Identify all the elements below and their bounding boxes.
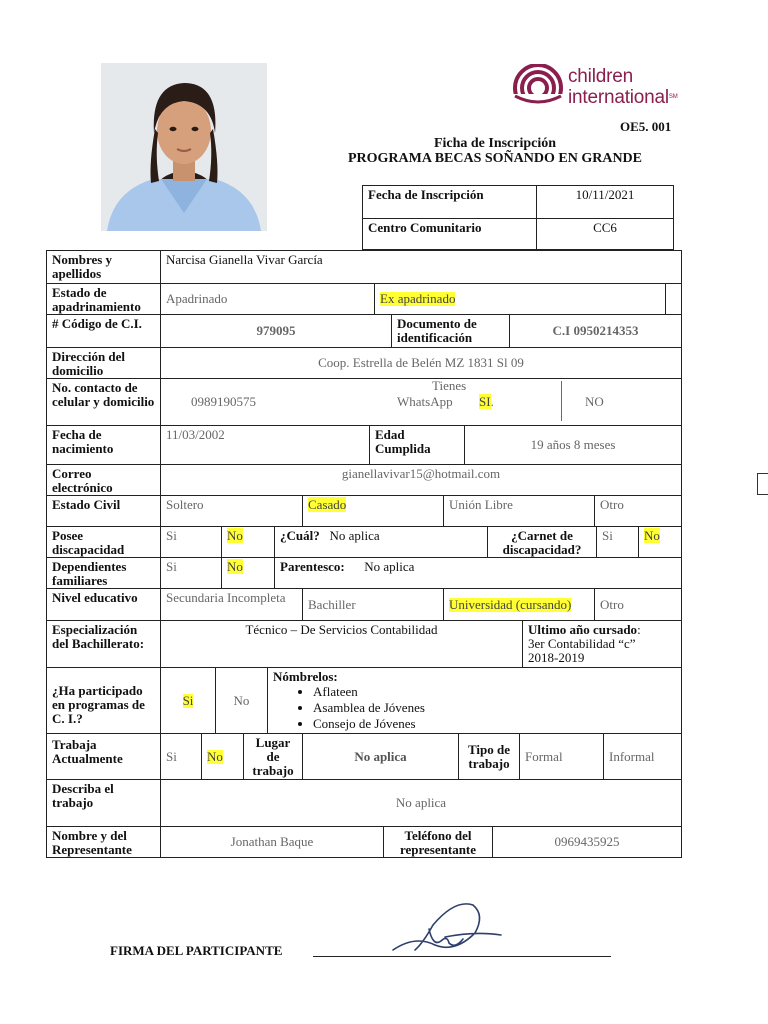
direccion-label: Dirección del domicilio <box>46 347 161 379</box>
secundaria-option: Secundaria Incompleta <box>160 588 303 621</box>
especializacion-label: Especialización del Bachillerato: <box>46 620 161 668</box>
centro-comunitario-value: CC6 <box>536 218 674 250</box>
form-title: Ficha de Inscripción <box>433 136 557 151</box>
describa-label: Describa el trabajo <box>46 779 161 827</box>
discapacidad-cual-cell <box>274 526 488 558</box>
logo-line-2: international℠ <box>568 87 678 108</box>
children-international-logo <box>512 64 702 116</box>
programas-no-option: No <box>215 667 268 734</box>
correo-value: gianellavivar15@hotmail.com <box>160 464 682 496</box>
carnet-no-option: No <box>638 526 682 558</box>
form-code: OE5. 001 <box>620 119 672 134</box>
programas-list-cell <box>267 667 682 734</box>
list-item: • Consejo de Jóvenes <box>313 716 676 732</box>
informal-option: Informal <box>603 733 682 780</box>
telefono-representante-value: 0969435925 <box>492 826 682 858</box>
representante-value: Jonathan Baque <box>160 826 384 858</box>
whatsapp-divider <box>561 381 562 421</box>
especializacion-value: Técnico – De Servicios Contabilidad <box>160 620 523 668</box>
nombres-value: Narcisa Gianella Vivar García <box>160 250 682 284</box>
whatsapp-no-option: NO <box>585 394 604 409</box>
universidad-option: Universidad (cursando) <box>443 588 595 621</box>
representante-label: Nombre y del Representante <box>46 826 161 858</box>
ultimo-anio-period: 2018-2019 <box>528 650 585 665</box>
form-subtitle: PROGRAMA BECAS SOÑANDO EN GRANDE <box>347 151 643 166</box>
civil-otro-option: Otro <box>594 495 682 527</box>
ultimo-anio-label-line: Ultimo año cursado: <box>528 622 641 637</box>
fecha-inscripcion-label: Fecha de Inscripción <box>362 185 537 219</box>
contacto-cell <box>160 378 682 426</box>
trabaja-si-option: Si <box>160 733 202 780</box>
logo-mark-icon <box>512 64 564 114</box>
discapacidad-si-option: Si <box>160 526 222 558</box>
cual-label: ¿Cuál? <box>280 528 320 543</box>
contacto-value: 0989190575 <box>191 394 256 409</box>
codigo-ci-label: # Código de C.I. <box>46 314 161 348</box>
educativo-otro-option: Otro <box>594 588 682 621</box>
programas-si-option: Si <box>160 667 216 734</box>
formal-option: Formal <box>519 733 604 780</box>
tipo-trabajo-label: Tipo de trabajo <box>458 733 520 780</box>
signature-mark <box>385 895 505 960</box>
apadrinamiento-label: Estado de apadrinamiento <box>46 283 161 315</box>
dependientes-no-option: No <box>221 557 275 589</box>
carnet-label: ¿Carnet de discapacidad? <box>487 526 597 558</box>
firma-label: FIRMA DEL PARTICIPANTE <box>110 943 283 958</box>
ultimo-anio-cell <box>522 620 682 668</box>
trabaja-no-option: No <box>201 733 244 780</box>
nivel-educativo-label: Nivel educativo <box>46 588 161 621</box>
lugar-trabajo-label: Lugar de trabajo <box>243 733 303 780</box>
programas-list <box>273 684 676 732</box>
soltero-option: Soltero <box>160 495 303 527</box>
apadrinamiento-extra-cell <box>665 283 682 315</box>
discapacidad-no-option: No <box>221 526 275 558</box>
bachiller-option: Bachiller <box>302 588 444 621</box>
whatsapp-si-option: SI. <box>479 394 494 409</box>
documento-value: C.I 0950214353 <box>509 314 682 348</box>
dependientes-si-option: Si <box>160 557 222 589</box>
discapacidad-label: Posee discapacidad <box>46 526 161 558</box>
cual-value: No aplica <box>329 528 380 543</box>
direccion-value: Coop. Estrella de Belén MZ 1831 Sl 09 <box>160 347 682 379</box>
parentesco-cell <box>274 557 682 589</box>
carnet-si-option: Si <box>596 526 639 558</box>
edad-value: 19 años 8 meses <box>464 425 682 465</box>
nacimiento-value: 11/03/2002 <box>160 425 370 465</box>
programas-label: ¿Ha participado en programas de C. I.? <box>46 667 161 734</box>
logo-line-1: children <box>568 66 633 87</box>
whatsapp-question-line1: Tienes <box>432 378 467 393</box>
apadrinado-option: Apadrinado <box>160 283 375 315</box>
correo-label: Correo electrónico <box>46 464 161 496</box>
codigo-ci-value: 979095 <box>160 314 392 348</box>
whatsapp-question-line2: WhatsApp <box>397 394 453 409</box>
page-edge-mark <box>757 473 768 495</box>
trabaja-label: Trabaja Actualmente <box>46 733 161 780</box>
ultimo-anio-value: 3er Contabilidad “c” <box>528 636 636 651</box>
list-item: • Aflateen <box>313 684 676 700</box>
logo-wordmark <box>568 66 678 108</box>
estado-civil-label: Estado Civil <box>46 495 161 527</box>
parentesco-label: Parentesco: <box>280 559 345 574</box>
documento-label: Documento de identificación <box>391 314 510 348</box>
nombres-label: Nombres y apellidos <box>46 250 161 284</box>
describa-value: No aplica <box>160 779 682 827</box>
contacto-label: No. contacto de celular y domicilio <box>46 378 161 426</box>
telefono-representante-label: Teléfono del representante <box>383 826 493 858</box>
parentesco-value: No aplica <box>364 559 415 574</box>
dependientes-label: Dependientes familiares <box>46 557 161 589</box>
lugar-trabajo-value: No aplica <box>302 733 459 780</box>
ex-apadrinado-option: Ex apadrinado <box>374 283 666 315</box>
casado-option: Casado <box>302 495 444 527</box>
centro-comunitario-label: Centro Comunitario <box>362 218 537 250</box>
fecha-inscripcion-value: 10/11/2021 <box>536 185 674 219</box>
list-item: • Asamblea de Jóvenes <box>313 700 676 716</box>
nacimiento-label: Fecha de nacimiento <box>46 425 161 465</box>
nombrelos-label: Nómbrelos: <box>273 669 338 684</box>
edad-label: Edad Cumplida <box>369 425 465 465</box>
union-libre-option: Unión Libre <box>443 495 595 527</box>
